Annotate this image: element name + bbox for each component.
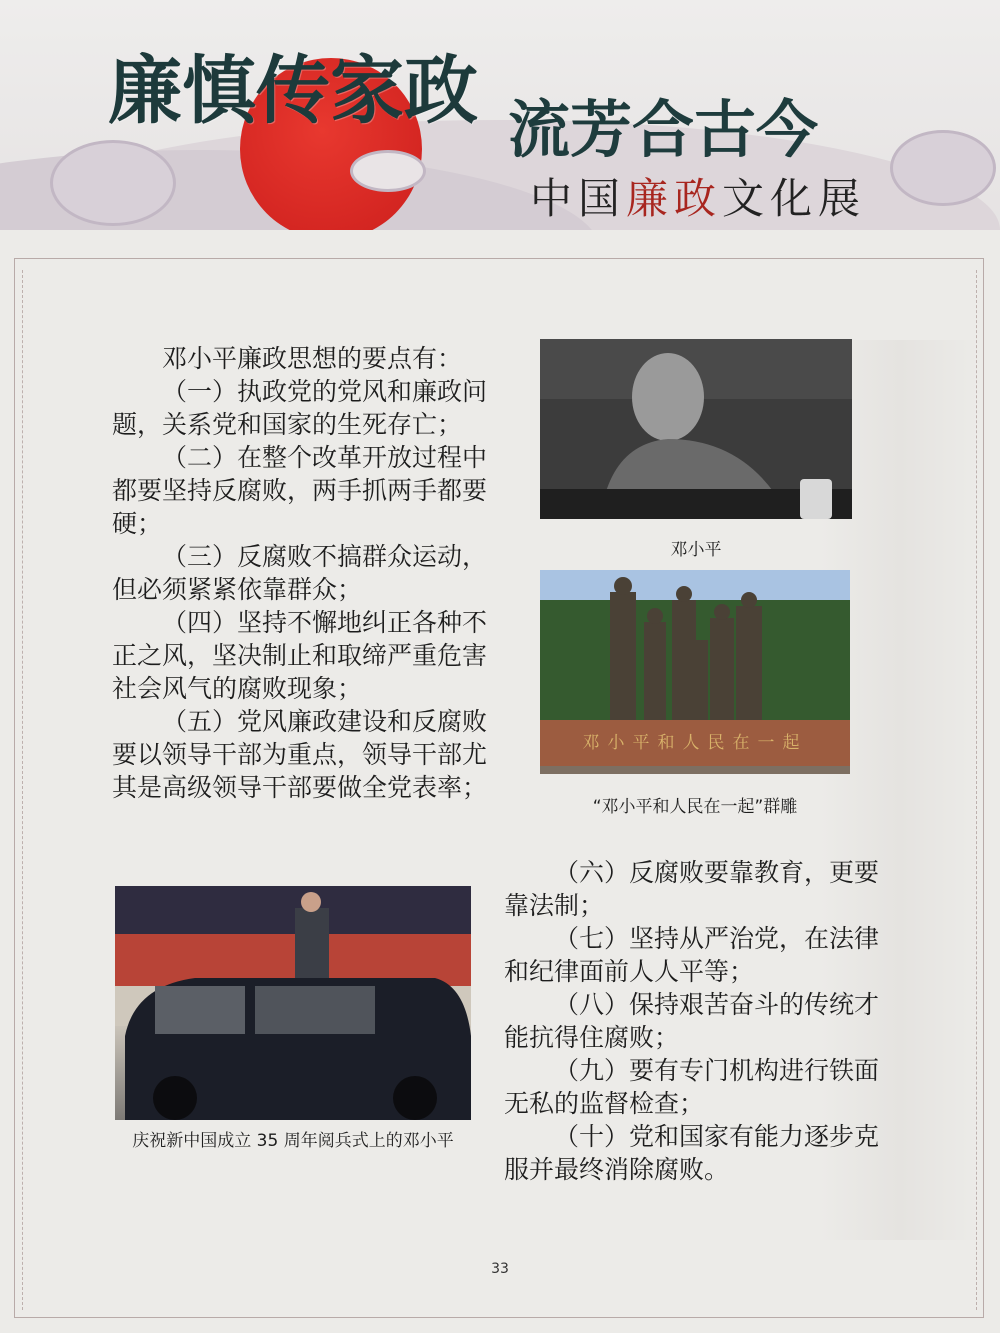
point-paragraph: （六）反腐败要靠教育，更要靠法制； [504, 858, 880, 920]
sculpture-inscription: 邓小平和人民在一起 [582, 733, 808, 753]
point-paragraph: （一）执政党的党风和廉政问题，关系党和国家的生死存亡； [112, 377, 488, 439]
sculpture-photo [540, 570, 850, 774]
portrait-illustration [540, 339, 852, 519]
deng-portrait-photo [540, 339, 852, 519]
point-paragraph: （十）党和国家有能力逐步克服并最终消除腐败。 [504, 1122, 880, 1184]
point-paragraph: （八）保持艰苦奋斗的传统才能抗得住腐败； [504, 990, 880, 1052]
parade-caption: 庆祝新中国成立 35 周年阅兵式上的邓小平 [132, 1131, 454, 1151]
portrait-caption: 邓小平 [670, 540, 722, 560]
cloud-ornament [50, 140, 176, 226]
frame-dashed-line [976, 270, 977, 1310]
cloud-ornament [350, 150, 426, 192]
cloud-ornament [890, 130, 996, 206]
page-number: 33 [491, 1261, 509, 1277]
point-paragraph: （九）要有专门机构进行铁面无私的监督检查； [504, 1056, 880, 1118]
parade-photo [115, 886, 471, 1120]
header-title-main: 廉慎传家政 [108, 48, 478, 134]
point-paragraph: （七）坚持从严治党，在法律和纪律面前人人平等； [504, 924, 880, 986]
header-title-secondary: 流芳合古今 [508, 93, 819, 166]
point-paragraph: （四）坚持不懈地纠正各种不正之风，坚决制止和取缔严重危害社会风气的腐败现象； [112, 608, 488, 703]
sculpture-caption: “邓小平和人民在一起”群雕 [592, 797, 798, 817]
right-text-column [504, 856, 896, 1186]
point-paragraph: （五）党风廉政建设和反腐败要以领导干部为重点，领导干部尤其是高级领导干部要做全党表率； [112, 707, 488, 802]
left-text-column [112, 342, 504, 804]
subtitle-part: 文化展 [722, 174, 867, 223]
header-subtitle [530, 166, 866, 226]
subtitle-part: 中国 [530, 174, 627, 223]
intro-paragraph: 邓小平廉政思想的要点有： [162, 344, 463, 373]
point-paragraph: （二）在整个改革开放过程中都要坚持反腐败，两手抓两手都要硬； [112, 443, 488, 538]
frame-dashed-line [22, 270, 23, 1310]
subtitle-part-highlight: 廉政 [626, 174, 723, 223]
page-header [0, 0, 1000, 230]
sculpture-illustration [540, 570, 850, 774]
parade-illustration [115, 886, 471, 1120]
point-paragraph: （三）反腐败不搞群众运动，但必须紧紧依靠群众； [112, 542, 488, 604]
